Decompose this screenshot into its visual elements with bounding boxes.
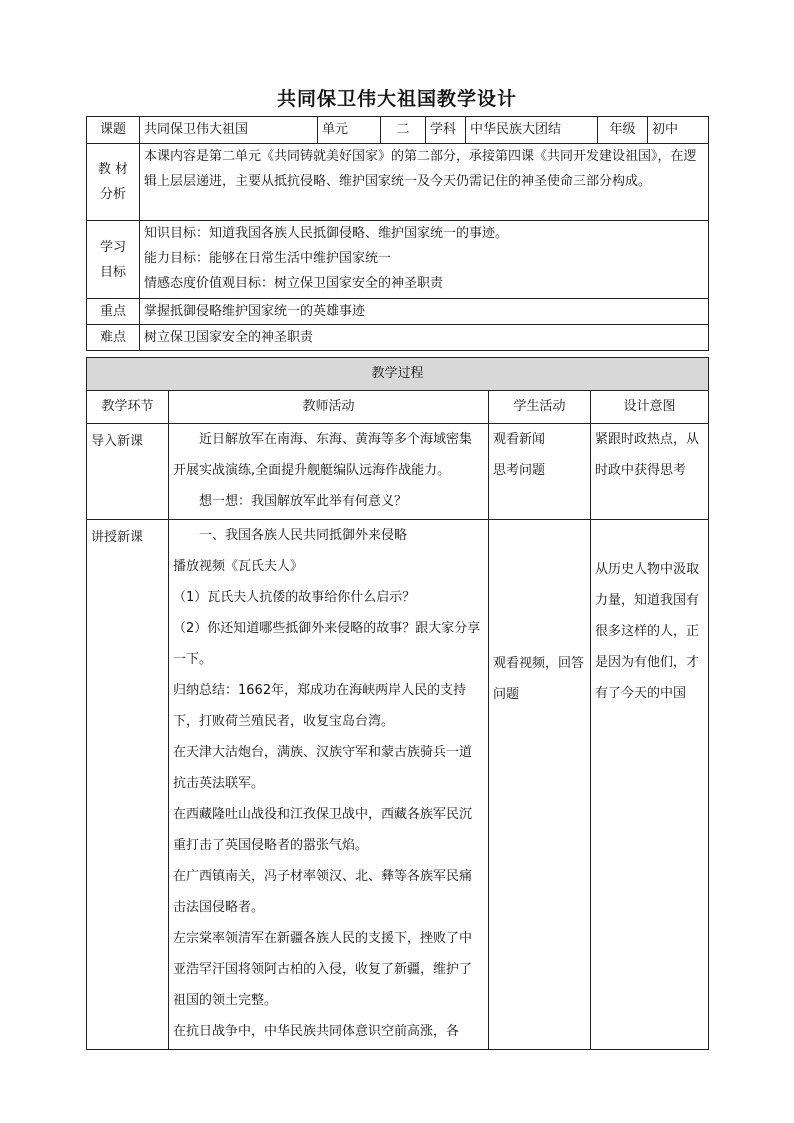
info-row-course [87,117,709,144]
process-header: 教学过程 [87,358,709,391]
course-value: 共同保卫伟大祖国 [140,117,318,144]
col-teacher: 教师活动 [169,391,489,424]
info-row-goals [87,221,709,299]
teacher-line: 归纳总结：1662年，郑成功在海峡两岸人民的支持下，打败荷兰殖民者，收复宝岛台湾。 [173,683,467,729]
grade-value: 初中 [648,117,709,144]
goals-label-line1: 学习 [99,239,126,255]
teacher-line: 一、我国各族人民共同抵御外来侵略 [199,528,408,543]
info-row-keypoint [87,299,709,325]
teacher-activity [169,424,489,520]
teacher-line: 在西藏隆吐山战役和江孜保卫战中，西藏各族军民沉重打击了英国侵略者的嚣张气焰。 [173,807,473,853]
grade-label: 年级 [598,117,648,144]
info-table [86,116,709,351]
material-analysis-text: 本课内容是第二单元《共同铸就美好国家》的第二部分，承接第四课《共同开发建设祖国》，在逻辑上层层递进，主要从抵抗侵略、维护国家统一及今天仍需记住的神圣使命三部分构成。 [140,144,709,221]
unit-value: 二 [381,117,426,144]
teacher-line: （1）瓦氏夫人抗倭的故事给你什么启示？ [173,590,416,605]
goals-label [87,221,140,299]
student-line: 思考问题 [493,463,546,478]
goals-label-line2: 目标 [99,264,126,280]
stage-lecture: 讲授新课 [87,520,169,1050]
difficulty-label: 难点 [87,325,140,351]
col-intent: 设计意图 [591,391,709,424]
document-title: 共同保卫伟大祖国教学设计 [276,88,517,110]
col-student: 学生活动 [489,391,591,424]
teacher-line: 在抗日战争中，中华民族共同体意识空前高涨，各 [173,1024,460,1039]
design-intent: 紧跟时政热点，从时政中获得思考 [591,424,709,520]
col-stage: 教学环节 [87,391,169,424]
material-label-line2: 分析 [99,187,126,202]
goals-text [140,221,709,299]
teacher-line: 左宗棠率领清军在新疆各族人民的支援下，挫败了中亚浩罕汗国将领阿古柏的入侵，收复了新疆，维护了祖国的领土完整。 [173,931,473,1008]
teacher-line: 播放视频《瓦氏夫人》 [173,559,304,574]
teacher-line: 近日解放军在南海、东海、黄海等多个海域密集开展实战演练,全面提升舰艇编队远海作战能力。 [173,432,473,478]
student-line: 观看视频，回答问题 [493,656,585,702]
info-row-material [87,144,709,221]
subject-value: 中华民族大团结 [466,117,598,144]
teacher-line: 想一想：我国解放军此举有何意义？ [199,494,408,509]
keypoint-text: 掌握抵御侵略维护国家统一的英雄事迹 [140,299,709,325]
teacher-line: 在天津大沽炮台，满族、汉族守军和蒙古族骑兵一道抗击英法联军。 [173,745,473,791]
info-row-difficulty [87,325,709,351]
student-line: 观看新闻 [493,432,546,447]
process-columns-row [87,391,709,424]
process-header-row [87,358,709,391]
material-analysis-label [87,144,140,221]
emotion-goal: 情感态度价值观目标：树立保卫国家安全的神圣职责 [144,276,444,291]
knowledge-goal: 知识目标：知道我国各族人民抵御侵略、维护国家统一的事迹。 [144,226,509,241]
difficulty-text: 树立保卫国家安全的神圣职责 [140,325,709,351]
process-table [86,357,709,1050]
teacher-line: 在广西镇南关，冯子材率领汉、北、彝等各族军民痛击法国侵略者。 [173,869,473,915]
course-label: 课题 [87,117,140,144]
table-row [87,424,709,520]
student-activity [489,520,591,1050]
student-activity [489,424,591,520]
design-intent: 从历史人物中汲取力量，知道我国有很多这样的人，正是因为有他们，才有了今天的中国 [591,520,709,1050]
subject-label: 学科 [426,117,466,144]
ability-goal: 能力目标：能够在日常生活中维护国家统一 [144,251,392,266]
keypoint-label: 重点 [87,299,140,325]
unit-label: 单元 [318,117,381,144]
table-row [87,520,709,1050]
stage-intro: 导入新课 [87,424,169,520]
material-label-line1: 教 材 [97,162,129,177]
teacher-activity [169,520,489,1050]
teacher-line: （2）你还知道哪些抵御外来侵略的故事？跟大家分享一下。 [173,621,481,667]
